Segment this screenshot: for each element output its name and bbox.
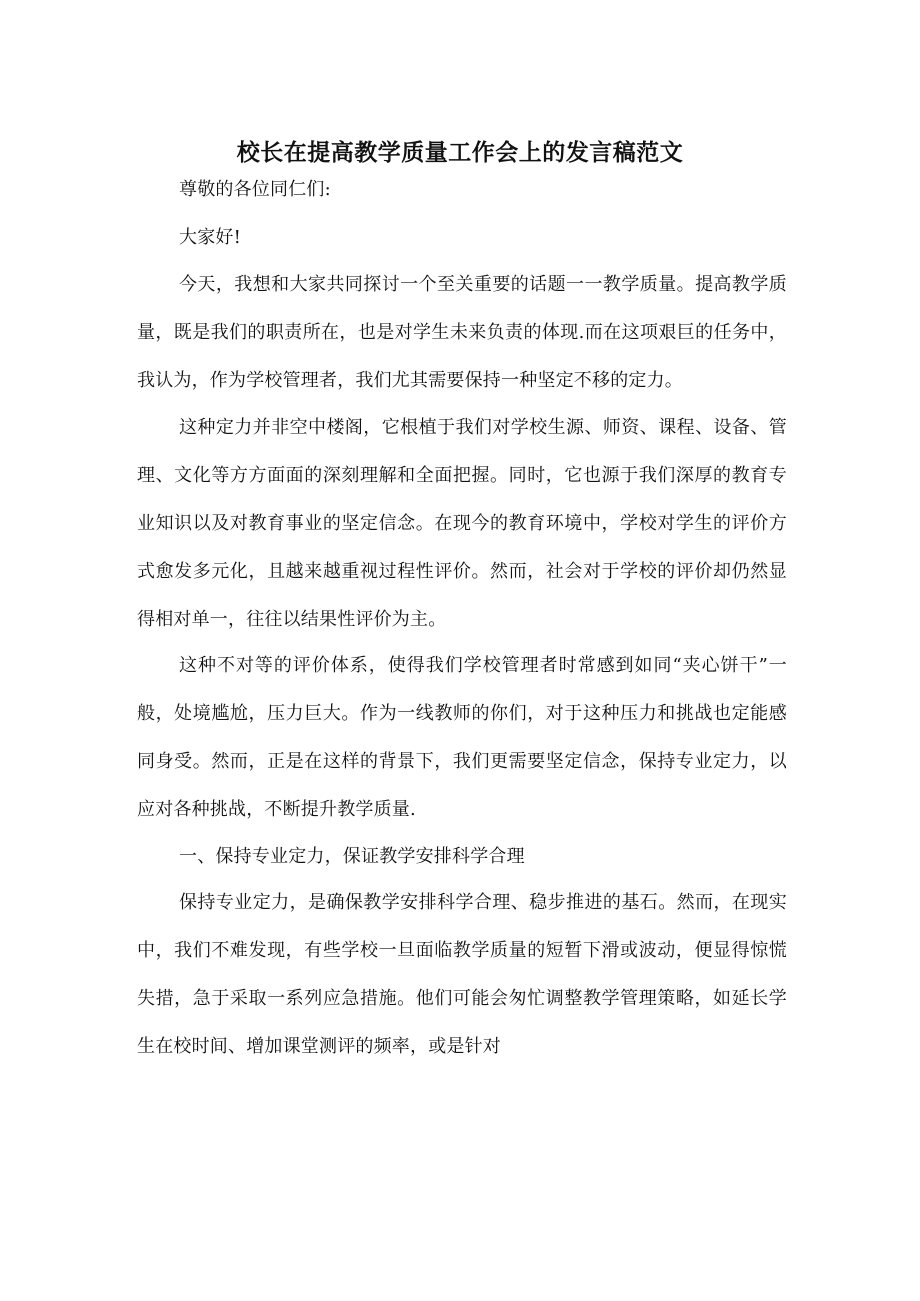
body-paragraph: 这种定力并非空中楼阁，它根植于我们对学校生源、师资、课程、设备、管理、文化等方方面面的深刻理解和全面把握。同时，它也源于我们深厚的教育专业知识以及对教育事业的坚定信念。在现今的教育环境中，学校对学生的评价方式愈发多元化，且越来越重视过程性评价。然而，社会对于学校的评价却仍然显得相对单一，往往以结果性评价为主。 xyxy=(137,417,787,630)
greeting-line: 尊敬的各位同仁们: xyxy=(179,179,331,200)
document-title: 校长在提高教学质量工作会上的发言稿范文 xyxy=(236,139,684,167)
hello-line: 大家好! xyxy=(179,227,242,248)
body-paragraph: 这种不对等的评价体系，使得我们学校管理者时常感到如同“夹心饼干”一般，处境尴尬，压力巨大。作为一线教师的你们，对于这种压力和挑战也定能感同身受。然而，正是在这样的背景下，我们更需要坚定信念，保持专业定力，以应对各种挑战，不断提升教学质量. xyxy=(137,655,787,820)
body-paragraph: 今天，我想和大家共同探讨一个至关重要的话题一一教学质量。提高教学质量，既是我们的职责所在，也是对学生未来负责的体现.而在这项艰巨的任务中，我认为，作为学校管理者，我们尤其需要保持一种坚定不移的定力。 xyxy=(137,274,787,391)
section-heading: 一、保持专业定力，保证教学安排科学合理 xyxy=(179,846,525,867)
section-paragraph: 保持专业定力，是确保教学安排科学合理、稳步推进的基石。然而，在现实中，我们不难发现，有些学校一旦面临教学质量的短暂下滑或波动，便显得惊慌失措，急于采取一系列应急措施。他们可能会匆忙调整教学管理策略，如延长学生在校时间、增加课堂测评的频率，或是针对 xyxy=(137,892,787,1057)
